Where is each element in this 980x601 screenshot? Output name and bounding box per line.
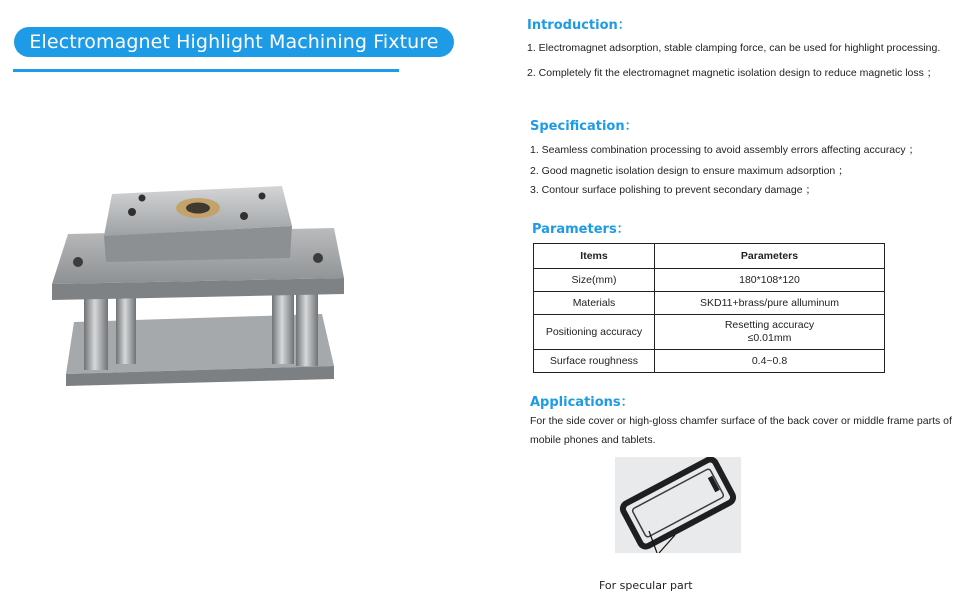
table-row [534,292,885,315]
specification-item-1: 1. Seamless combination processing to avoid assembly errors affecting accuracy ； [530,144,920,156]
fixture-photo [44,174,344,394]
column-header-items: Items [534,244,655,269]
phone-frame-image [615,457,741,553]
row-value-line-2: ≤0.01mm [747,332,792,344]
table-row [534,350,885,373]
specification-item-3: 3. Contour surface polishing to prevent secondary damage ； [530,184,816,196]
column-header-parameters: Parameters [655,244,885,269]
table-header-row [534,244,885,269]
row-item: Materials [534,292,655,315]
page-title: Electromagnet Highlight Machining Fixture [14,27,454,57]
introduction-item-1: 1. Electromagnet adsorption, stable clamping force, can be used for highlight processing. [527,42,941,54]
row-value: SKD11+brass/pure alluminum [655,292,885,315]
parameters-table [533,243,885,373]
row-value-line-1: Resetting accuracy [724,319,815,331]
row-item: Surface roughness [534,350,655,373]
row-value: 0.4~0.8 [655,350,885,373]
row-item: Size(mm) [534,269,655,292]
table-row [534,269,885,292]
title-underline [13,69,399,72]
table-row [534,315,885,350]
specification-heading: Specification： [530,119,638,134]
row-value: 180*108*120 [655,269,885,292]
parameters-heading: Parameters： [532,222,630,237]
introduction-item-2: 2. Completely fit the electromagnet magnetic isolation design to reduce magnetic loss ； [527,67,938,79]
applications-heading: Applications： [530,395,634,410]
specification-item-2: 2. Good magnetic isolation design to ensure maximum adsorption ； [530,165,849,177]
introduction-heading: Introduction： [527,18,631,33]
row-value [655,315,885,350]
row-item: Positioning accuracy [534,315,655,350]
applications-caption: For specular part [599,579,693,592]
applications-text: For the side cover or high-gloss chamfer surface of the back cover or middle frame parts of mobile phones and tablets. [530,415,952,446]
